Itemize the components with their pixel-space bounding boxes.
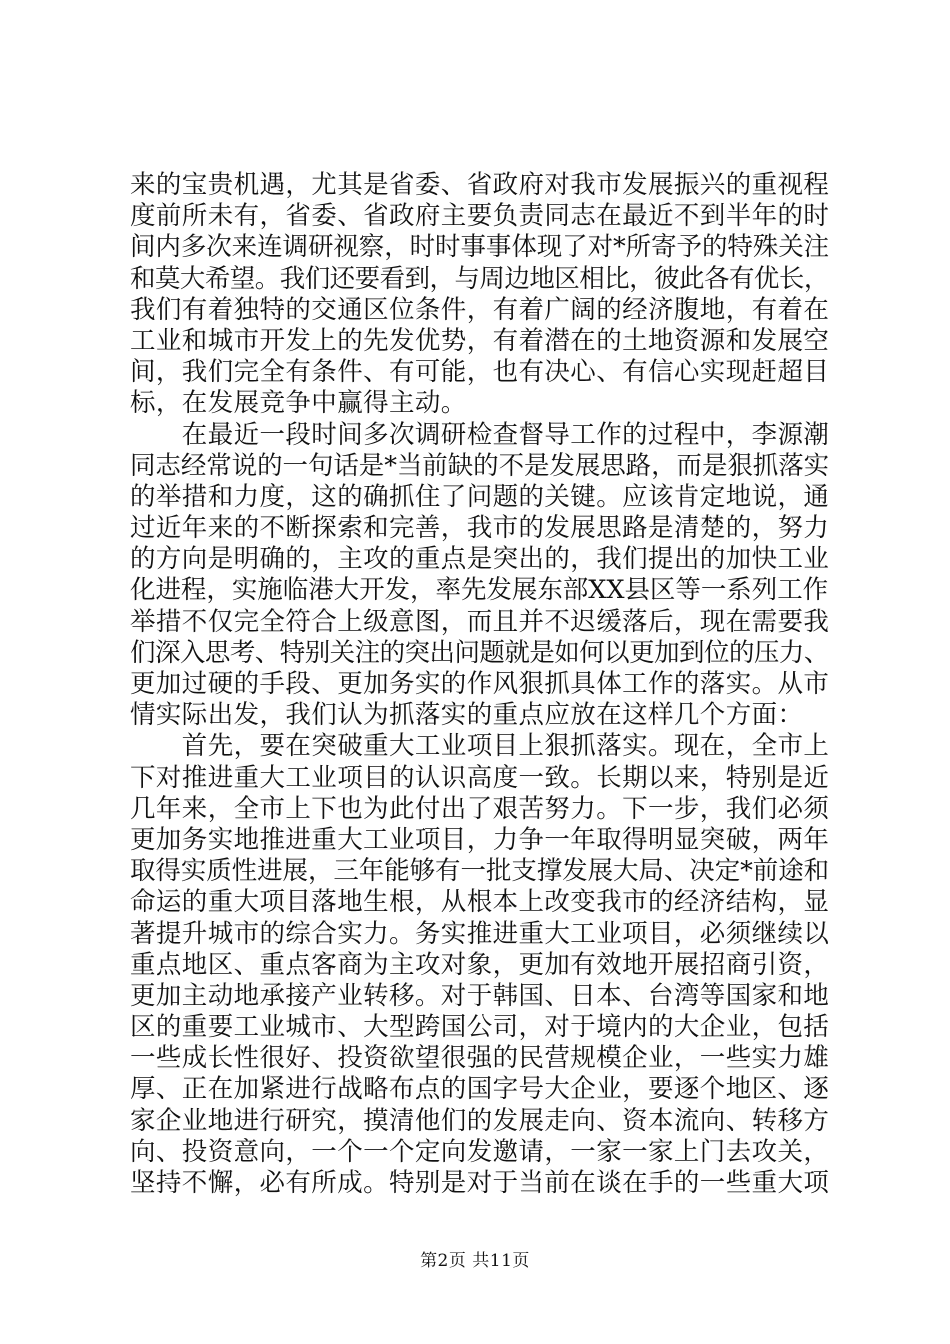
text-line: 命运的重大项目落地生根，从根本上改变我市的经济结构，显	[130, 887, 830, 918]
text-line: 和莫大希望。我们还要看到，与周边地区相比，彼此各有优长，	[130, 263, 829, 294]
text-line: 化进程，实施临港大开发，率先发展东部XX县区等一系列工作	[130, 575, 829, 606]
text-line: 过近年来的不断探索和完善，我市的发展思路是清楚的，努力	[130, 513, 830, 544]
text-line: 的举措和力度，这的确抓住了问题的关键。应该肯定地说，通	[130, 481, 830, 512]
text-line: 举措不仅完全符合上级意图，而且并不迟缓落后，现在需要我	[130, 606, 830, 637]
body-text	[130, 170, 830, 1199]
text-line: 情实际出发，我们认为抓落实的重点应放在这样几个方面：	[130, 700, 804, 731]
text-line: 著提升城市的综合实力。务实推进重大工业项目，必须继续以	[130, 918, 830, 949]
text-line: 我们有着独特的交通区位条件，有着广阔的经济腹地，有着在	[130, 294, 830, 325]
text-line: 标，在发展竞争中赢得主动。	[130, 388, 467, 419]
text-line: 家企业地进行研究，摸清他们的发展走向、资本流向、转移方	[130, 1105, 830, 1136]
text-line: 来的宝贵机遇，尤其是省委、省政府对我市发展振兴的重视程	[130, 170, 830, 200]
text-line: 一些成长性很好、投资欲望很强的民营规模企业，一些实力雄	[130, 1043, 830, 1074]
text-line: 度前所未有，省委、省政府主要负责同志在最近不到半年的时	[130, 201, 830, 232]
text-line: 区的重要工业城市、大型跨国公司，对于境内的大企业，包括	[130, 1012, 830, 1043]
text-line: 间内多次来连调研视察，时时事事体现了对*所寄予的特殊关注	[130, 232, 830, 263]
page-footer: 第2页 共11页	[420, 1251, 530, 1271]
text-line: 们深入思考、特别关注的突出问题就是如何以更加到位的压力、	[130, 637, 829, 668]
text-line: 取得实质性进展，三年能够有一批支撑发展大局、决定*前途和	[130, 856, 830, 887]
text-line: 几年来，全市上下也为此付出了艰苦努力。下一步，我们必须	[130, 793, 830, 824]
text-line: 间，我们完全有条件、有可能，也有决心、有信心实现赶超目	[130, 357, 830, 388]
text-line: 更加过硬的手段、更加务实的作风狠抓具体工作的落实。从市	[130, 669, 830, 699]
text-line: 更加主动地承接产业转移。对于韩国、日本、台湾等国家和地	[130, 980, 830, 1011]
text-line: 向、投资意向，一个一个定向发邀请，一家一家上门去攻关，	[130, 1136, 830, 1167]
text-line: 厚、正在加紧进行战略布点的国字号大企业，要逐个地区、逐	[130, 1074, 830, 1105]
text-line: 同志经常说的一句话是*当前缺的不是发展思路，而是狠抓落实	[130, 450, 830, 481]
text-line: 工业和城市开发上的先发优势，有着潜在的土地资源和发展空	[130, 325, 830, 356]
text-line: 的方向是明确的，主攻的重点是突出的，我们提出的加快工业	[130, 544, 830, 575]
text-line: 重点地区、重点客商为主攻对象，更加有效地开展招商引资，	[130, 949, 830, 980]
text-line: 更加务实地推进重大工业项目，力争一年取得明显突破，两年	[130, 824, 830, 855]
text-line: 在最近一段时间多次调研检查督导工作的过程中，李源潮	[130, 419, 830, 450]
text-line: 坚持不懈，必有所成。特别是对于当前在谈在手的一些重大项	[130, 1168, 830, 1198]
text-line: 首先，要在突破重大工业项目上狠抓落实。现在，全市上	[130, 731, 830, 762]
text-line: 下对推进重大工业项目的认识高度一致。长期以来，特别是近	[130, 762, 830, 793]
